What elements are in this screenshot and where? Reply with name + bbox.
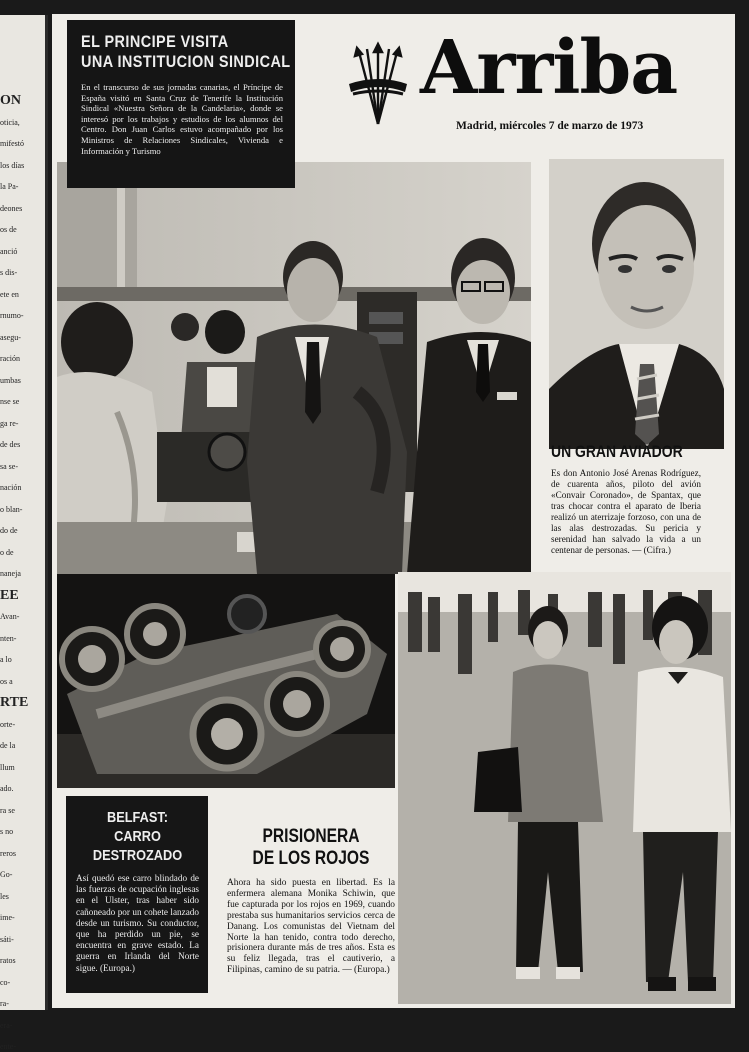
spine-text-fragment: Avan- bbox=[0, 612, 20, 621]
spine-text-fragment: umbas bbox=[0, 375, 21, 385]
belfast-headline-1: BELFAST: CARRO bbox=[107, 809, 168, 845]
spine-text-fragment: ete en bbox=[0, 289, 19, 299]
spine-text-fragment: ra se bbox=[0, 805, 15, 815]
principe-headline-1: EL PRINCIPE VISITA bbox=[81, 32, 229, 51]
spine-text-fragment: ente- bbox=[0, 1042, 16, 1051]
aviador-article bbox=[551, 442, 701, 556]
spine-text-fragment: sáti- bbox=[0, 934, 14, 944]
spine-text-fragment: rnumo- bbox=[0, 311, 24, 320]
spine-text-fragment: anció bbox=[0, 246, 18, 256]
spine-text-fragment: ra- bbox=[0, 999, 9, 1008]
photo-aviator-portrait bbox=[549, 159, 724, 449]
spine-text-fragment: ración bbox=[0, 354, 20, 363]
principe-caption-box bbox=[67, 20, 295, 188]
principe-headline-2: UNA INSTITUCION SINDICAL bbox=[81, 52, 291, 71]
spine-text-fragment: nación bbox=[0, 483, 22, 492]
issue-date: Madrid, miércoles 7 de marzo de 1973 bbox=[456, 120, 644, 132]
aviador-body: Es don Antonio José Arenas Rodríguez, de cuarenta años, piloto del avión «Convair Coronado», de Spantax, que tras chocar contra el aparato de Iberia realizó un aterrizaje forzoso, con una de las alas destrozadas. Su pericia y serenidad han salvado la vida a un centenar de personas. — (Cifra.) bbox=[551, 468, 701, 555]
spine-text-fragment: oticia, bbox=[0, 117, 20, 127]
spine-text-fragment: o de bbox=[0, 547, 14, 557]
spine-text-fragment: ratos bbox=[0, 956, 16, 965]
spine-text-fragment: de la bbox=[0, 741, 16, 750]
prisionera-article bbox=[227, 826, 395, 976]
spine-text-fragment: EE bbox=[0, 587, 19, 603]
spine-text-fragment: los días bbox=[0, 160, 25, 170]
spine-text-fragment: la Pa- bbox=[0, 182, 19, 191]
spine-text-fragment: do de bbox=[0, 526, 18, 535]
belfast-body: Así quedó ese carro blindado de las fuerzas de ocupación inglesas en el Ulster, tras haber sido cañoneado por un cohete lanzado desde un turismo. Su conductor, que ha perdido un pie, se encuentra en grave estado. La guerra en Irlanda del Norte sigue. (Europa.) bbox=[76, 873, 199, 973]
spine-text-fragment: Go- bbox=[0, 870, 13, 879]
prisionera-headline-1: PRISIONERA bbox=[262, 826, 360, 847]
spine-text-fragment: asegu- bbox=[0, 332, 21, 342]
spine-text-fragment: deones bbox=[0, 203, 23, 213]
spine-text-fragment: s dis- bbox=[0, 268, 18, 277]
spine-text-fragment: ado. bbox=[0, 784, 14, 793]
spine-text-fragment: ime- bbox=[0, 913, 15, 922]
photo-prince-visit bbox=[57, 162, 531, 574]
spine-text-fragment: nse se bbox=[0, 397, 20, 406]
spine-text-fragment: mifestó bbox=[0, 139, 24, 148]
spine-text-fragment: a lo bbox=[0, 655, 12, 664]
spine-text-fragment: o blan- bbox=[0, 504, 23, 514]
spine-text-fragment: les bbox=[0, 891, 9, 901]
spine-text-fragment: os a bbox=[0, 676, 13, 686]
adjacent-page-edge bbox=[0, 15, 48, 1051]
prisionera-headline-2: DE LOS ROJOS bbox=[252, 848, 370, 869]
spine-text-fragment: orte- bbox=[0, 719, 16, 729]
spine-text-fragment: sa se- bbox=[0, 461, 18, 471]
spine-text-fragment: co- bbox=[0, 977, 11, 987]
photo-destroyed-vehicle bbox=[57, 574, 395, 788]
spine-text-fragment: llum bbox=[0, 762, 15, 772]
belfast-headline-2: DESTROZADO bbox=[92, 847, 183, 864]
spine-text-fragment: de des bbox=[0, 440, 21, 449]
spine-text-fragment: ON bbox=[0, 93, 21, 108]
photo-freed-nurse bbox=[398, 572, 731, 1004]
yoke-and-arrows-emblem-icon bbox=[347, 44, 409, 128]
newspaper-page bbox=[52, 14, 735, 1008]
spine-text-fragment: ga re- bbox=[0, 418, 19, 428]
spine-text-fragment: os de bbox=[0, 225, 17, 234]
spine-text-fragment: s no bbox=[0, 827, 14, 836]
spine-text-fragment: naneja bbox=[0, 569, 21, 578]
spine-text-fragment: reros bbox=[0, 848, 16, 858]
aviador-headline: UN GRAN AVIADOR bbox=[551, 442, 683, 461]
belfast-caption-box bbox=[66, 796, 208, 993]
prisionera-body: Ahora ha sido puesta en libertad. Es la enfermera alemana Monika Schiwin, que fue capturada por los rojos en 1969, cuando prestaba sus humanitarios servicios cerca de Danang. Los comunistas del Vietnam del Norte la han tenido, contra todo derecho, prisionera durante más de tres años. Esta es su feliz llegada, tras el cautiverio, a Filipinas, camino de su patria. — (Europa.) bbox=[227, 878, 395, 976]
principe-body: En el transcurso de sus jornadas canarias, el Príncipe de España visitó en Santa Cruz de Tenerife la Institución Sindical «Nuestra Señora de la Candelaria», donde se interesó por los trabajos y estudios de los alumnos del Centro. Don Juan Carlos estuvo acompañado por los Ministros de Relaciones Sindicales, Vivienda e Información y Turismo bbox=[81, 82, 283, 156]
spine-text-fragment: nten- bbox=[0, 633, 17, 643]
newspaper-title: Arriba bbox=[420, 25, 678, 111]
spine-text-fragment: era- bbox=[0, 1020, 13, 1030]
spine-text-fragment: RTE bbox=[0, 695, 29, 710]
